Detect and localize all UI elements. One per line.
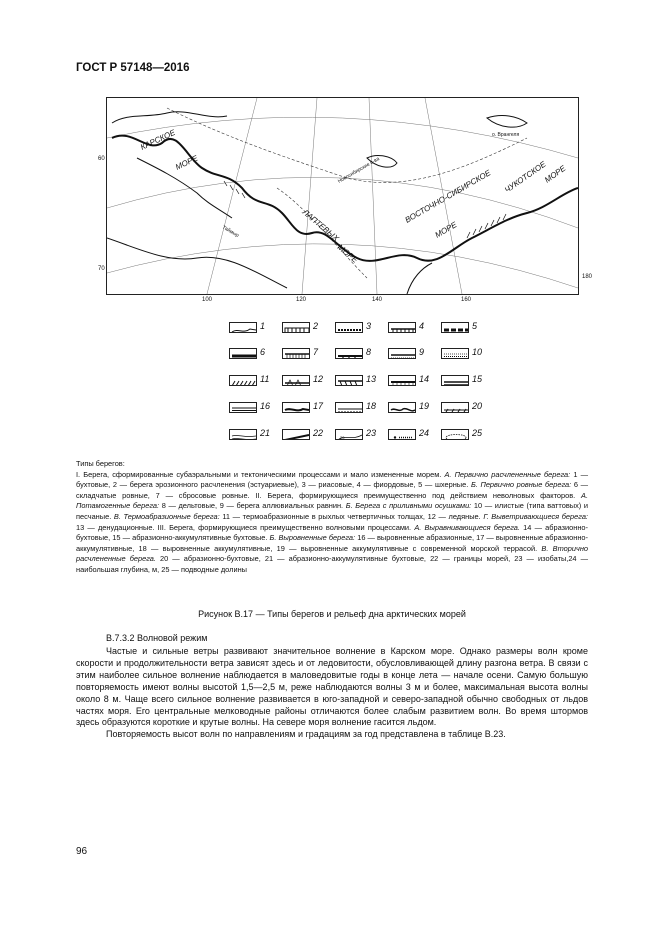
legend-item xyxy=(335,348,383,360)
legend-number: 18 xyxy=(366,401,377,411)
island-coast xyxy=(112,112,227,123)
legend-swatch xyxy=(388,348,416,359)
caption-subtype: Б. Выровненные берега: xyxy=(269,533,356,543)
legend-number: 10 xyxy=(472,347,483,357)
map-label-novosibirsk: Новосибирские о-ва xyxy=(337,156,381,185)
legend-number: 11 xyxy=(260,374,270,384)
figure-title: Рисунок В.17 — Типы берегов и рельеф дна арктических морей xyxy=(198,609,466,619)
legend-item xyxy=(441,402,489,414)
coast-hatching xyxy=(224,181,245,198)
latitude-label: 180 xyxy=(582,274,593,280)
legend-item xyxy=(229,429,277,441)
longitude-label: 160 xyxy=(461,297,472,303)
svg-text:20: 20 xyxy=(340,435,345,440)
legend-swatch xyxy=(229,348,257,359)
legend-item xyxy=(282,322,330,334)
legend-item xyxy=(282,348,330,360)
legend-item xyxy=(441,429,489,441)
section-body xyxy=(76,646,588,741)
caption-subtype: Г. Выветривающиеся берега: xyxy=(483,511,588,521)
caption-text: 20 — абразионно-бухтовые, 21 — абразионно-аккумулятивные бухтовые, 22 — границы морей, 23 — изобаты,24 — наибольшая глубина, м, 25 — подводные долины xyxy=(76,554,589,574)
legend-number: 9 xyxy=(419,347,425,357)
legend-number: 1 xyxy=(260,321,266,331)
caption-text: 10 — илистые (типа ваттовых) и песчаные. xyxy=(76,501,589,521)
legend-item xyxy=(388,429,436,441)
legend-item xyxy=(388,348,436,360)
legend-number: 24 xyxy=(419,428,430,438)
map-label-sea: МОРЕ xyxy=(335,242,360,265)
legend-number: 7 xyxy=(313,347,319,357)
legend-swatch xyxy=(388,322,416,333)
caption-subtype: В. Термоабразионные берега: xyxy=(113,511,220,521)
legend-number: 19 xyxy=(419,401,430,411)
caption-subtype: А. Выравнивающиеся берега. xyxy=(414,522,520,532)
sea-boundary xyxy=(167,108,527,182)
arctic-coast-map xyxy=(106,97,579,295)
island-outline xyxy=(487,116,527,128)
legend-swatch xyxy=(441,375,469,386)
legend-number: 23 xyxy=(366,428,377,438)
legend-swatch xyxy=(335,375,363,386)
meridian-line xyxy=(302,98,317,294)
legend-swatch xyxy=(282,429,310,440)
coast-hatching xyxy=(467,214,506,238)
map-label-laptev: ЛАПТЕВЫХ xyxy=(300,207,341,244)
caption-subtype: А. Первично расчлененные берега: xyxy=(444,469,571,479)
map-legend xyxy=(229,322,489,442)
caption-text: 1 — бухтовые, 2 — берега эрозионного расчленения (эстуариевые), 3 — риасовые, 4 — фиордовые, 5 — шхерные. xyxy=(76,469,588,490)
legend-number: 8 xyxy=(366,347,372,357)
river-line xyxy=(407,263,432,294)
caption-text: 16 — выровненные абразионные, 17 — выровненные абразионно-аккумулятивные, 18 — выровненные аккумулятивные, 19 — выровненные аккумулятивные с современной морской террасой. xyxy=(76,533,588,553)
legend-number: 22 xyxy=(313,428,324,438)
caption-intro: Типы берегов: xyxy=(76,459,125,468)
legend-swatch xyxy=(335,322,363,333)
longitude-label: 140 xyxy=(372,297,383,303)
map-label-east-siberian: ВОСТОЧНО-СИБИРСКОЕ xyxy=(403,168,493,225)
legend-swatch xyxy=(335,429,363,440)
legend-swatch xyxy=(441,322,469,333)
caption-text: 13 — денудационные. III. Берега, формирующиеся преимущественно волновыми процессами. xyxy=(76,522,412,532)
caption-text: 8 — дельтовые, 9 — берега аллювиальных равнин. xyxy=(161,501,344,511)
legend-swatch xyxy=(388,402,416,413)
caption-text: I. Берега, сформированные субаэральными и тектоническими процессами и мало измененные морем. xyxy=(76,469,442,479)
legend-swatch xyxy=(229,402,257,413)
legend-swatch xyxy=(335,402,363,413)
legend-item xyxy=(388,375,436,387)
coastline xyxy=(112,136,578,261)
legend-swatch xyxy=(441,348,469,359)
caption-subtype: В. Вторично расчлененные берега. xyxy=(76,543,589,564)
caption-text: 11 — термоабразионные в рыхлых четвертичных толщах, 12 — ледяные. xyxy=(222,511,481,521)
map-label-chukchi: ЧУКОТСКОЕ xyxy=(502,159,548,195)
legend-item xyxy=(282,402,330,414)
legend-swatch xyxy=(282,348,310,359)
legend-number: 4 xyxy=(419,321,425,331)
legend-number: 2 xyxy=(313,321,319,331)
longitude-label: 100 xyxy=(202,297,213,303)
caption-subtype: Б. Берега с приливными осушками: xyxy=(345,501,472,511)
legend-swatch xyxy=(229,322,257,333)
legend-number: 13 xyxy=(366,374,377,384)
legend-number: 20 xyxy=(472,401,483,411)
legend-number: 21 xyxy=(260,428,271,438)
document-header: ГОСТ Р 57148—2016 xyxy=(76,62,190,74)
legend-number: 6 xyxy=(260,347,266,357)
legend-swatch xyxy=(229,429,257,440)
legend-item xyxy=(335,402,383,414)
legend-number: 5 xyxy=(472,321,478,331)
legend-item xyxy=(229,348,277,360)
legend-item xyxy=(441,322,489,334)
legend-item xyxy=(441,375,489,387)
caption-text: 14 — абразионно-бухтовые, 15 — абразионно-аккумулятивные бухтовые. xyxy=(76,522,589,543)
legend-swatch xyxy=(441,402,469,413)
legend-item xyxy=(441,348,489,360)
paragraph: Повторяемость высот волн по направлениям и градациям за год представлена в таблице В.23. xyxy=(106,729,506,740)
legend-item xyxy=(229,322,277,334)
legend-number: 14 xyxy=(419,374,430,384)
legend-item xyxy=(282,375,330,387)
caption-subtype: Б. Первично ровные берега: xyxy=(470,480,572,490)
legend-swatch xyxy=(388,429,416,440)
figure-caption xyxy=(76,459,588,576)
caption-text: 6 — складчатые ровные, 7 — сбросовые ровные. II. Берега, формирующиеся преимущественно под действием неволновых факторов. xyxy=(76,480,589,500)
legend-swatch xyxy=(282,402,310,413)
legend-item xyxy=(335,375,383,387)
legend-swatch xyxy=(282,322,310,333)
legend-number: 17 xyxy=(313,401,324,411)
page-number: 96 xyxy=(76,846,88,857)
map-label-sea: МОРЕ xyxy=(174,153,200,172)
longitude-label: 120 xyxy=(296,297,307,303)
legend-swatch xyxy=(229,375,257,386)
caption-body xyxy=(76,470,588,576)
latitude-label: 60 xyxy=(98,156,105,162)
legend-item xyxy=(229,402,277,414)
legend-item xyxy=(335,429,383,441)
legend-number: 12 xyxy=(313,374,324,384)
paragraph: Частые и сильные ветры развивают значительное волнение в Карском море. Однако размеры волн кроме скорости и продолжительности ветра зависят здесь и от ледовитости, обусловливающей длину разгона ветра. В связи с этим наиболее сильное волнение наблюдается в маловедовитые годы в конце лета — начале осени. Самую большую повторяемость имеют волны высотой 1,5—2,5 м, реже наблюдаются волны 3 м и более, максимальная высота волны около 8 м. Чаще всего сильное волнение развивается в юго-западной и северо-западной обычно свободных от льдов частях моря. Его центральные мелководные районы отличаются более слабым развитием волн. Во время штормов здесь образуются короткие и крутые волны. На севере моря волнение гасится льдом. xyxy=(76,646,588,728)
map-label-sea: МОРЕ xyxy=(542,163,568,185)
section-heading: В.7.3.2 Волновой режим xyxy=(106,633,208,643)
legend-item xyxy=(229,375,277,387)
latitude-label: 70 xyxy=(98,266,105,272)
map-drawing xyxy=(107,98,578,294)
legend-swatch xyxy=(335,348,363,359)
legend-number: 25 xyxy=(472,428,483,438)
map-label-kara: КАРСКОЕ xyxy=(139,127,177,152)
river-line xyxy=(107,238,287,288)
map-label-sea: МОРЕ xyxy=(433,220,459,240)
legend-swatch xyxy=(388,375,416,386)
legend-item xyxy=(282,429,330,441)
caption-subtype: А. Потамогенные берега: xyxy=(76,490,588,511)
legend-swatch xyxy=(441,429,469,440)
legend-number: 3 xyxy=(366,321,372,331)
legend-number: 16 xyxy=(260,401,271,411)
legend-item xyxy=(388,402,436,414)
legend-swatch xyxy=(282,375,310,386)
legend-item xyxy=(335,322,383,334)
legend-number: 15 xyxy=(472,374,483,384)
legend-item xyxy=(388,322,436,334)
map-label-wrangel: о. Врангеля xyxy=(492,132,520,138)
map-label-taymyr: Таймыр xyxy=(221,224,240,239)
meridian-line xyxy=(369,98,377,294)
